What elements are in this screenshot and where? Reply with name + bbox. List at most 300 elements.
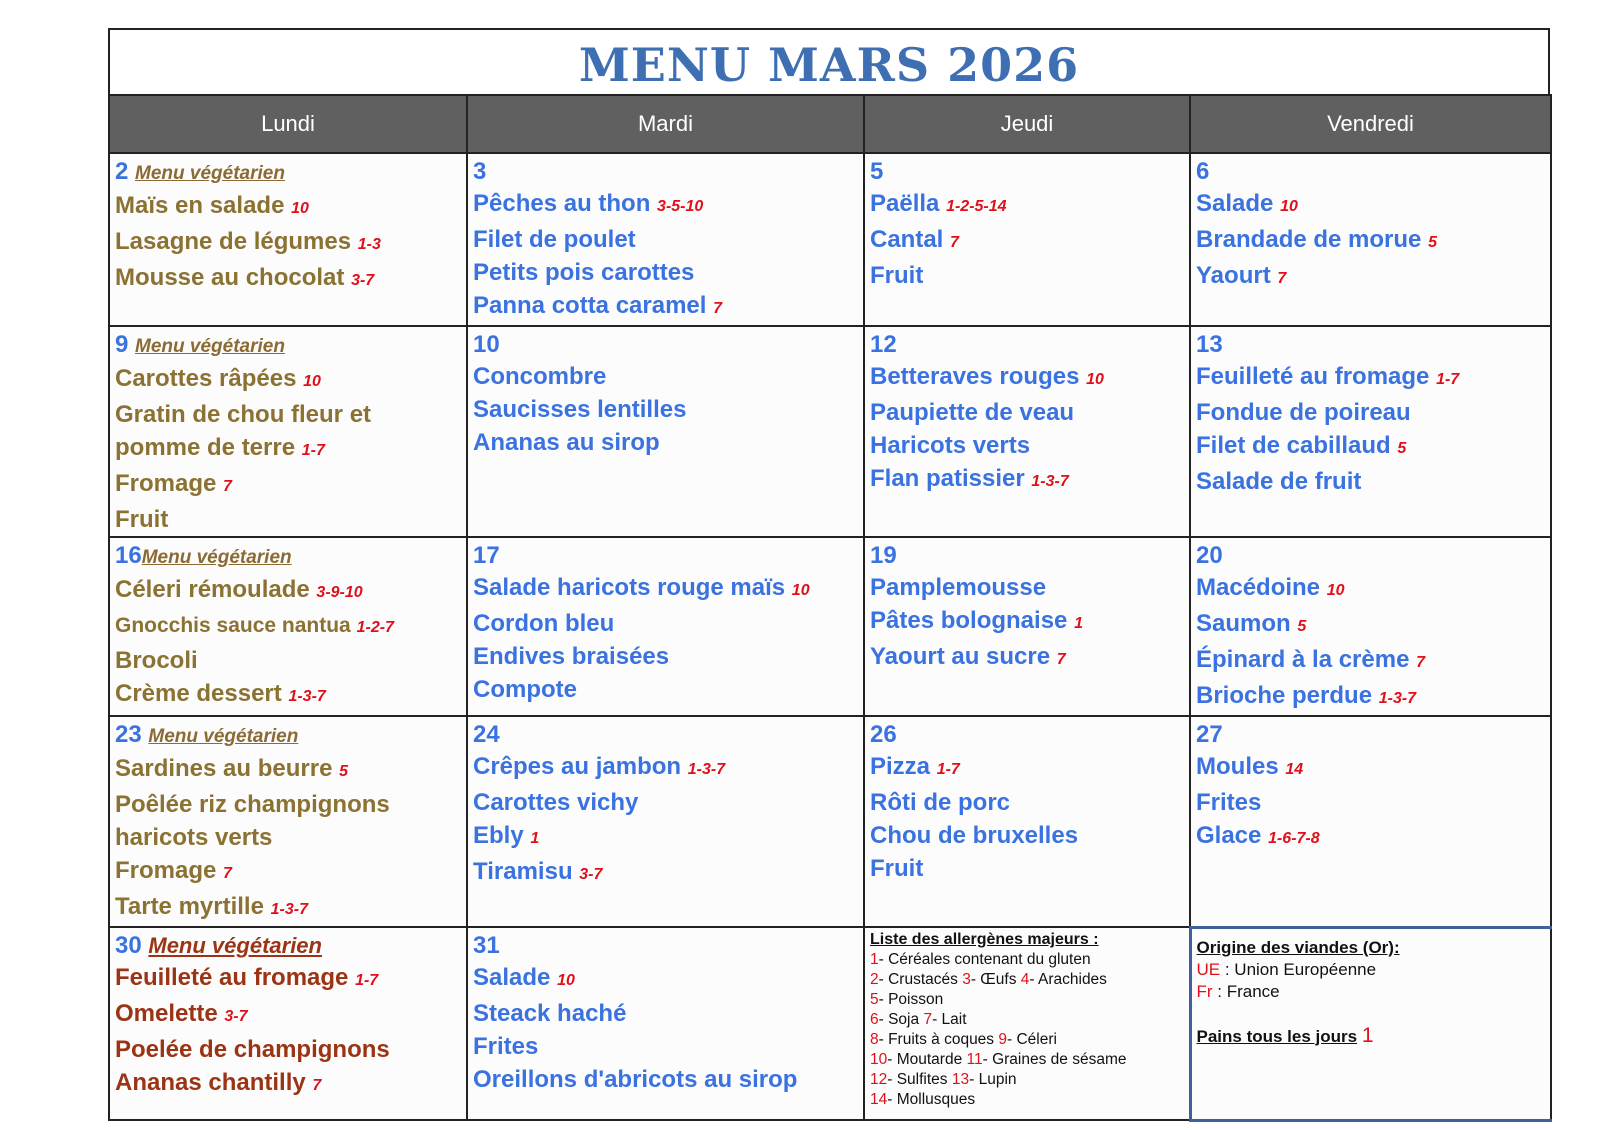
dish-line (473, 360, 857, 393)
dish-line (115, 788, 460, 821)
dish-line (115, 362, 460, 398)
day-number: 20 (1196, 542, 1223, 569)
dish-name: Frites (473, 1033, 539, 1060)
bread-label: Pains tous les jours (1196, 1026, 1358, 1046)
day-cell (1190, 537, 1551, 716)
allergen-legend-line (870, 1030, 1183, 1050)
dish-line (115, 431, 460, 467)
dish-name: Cordon bleu (473, 610, 615, 637)
dish-line (473, 393, 857, 426)
day-header (870, 540, 1183, 571)
dish-name: Crème dessert (115, 680, 282, 707)
dish-line (115, 1066, 460, 1102)
dish-line (473, 640, 857, 673)
day-header (473, 930, 857, 961)
allergen-codes: 10 (1326, 582, 1345, 599)
dish-line (870, 429, 1183, 462)
allergen-number: 1 (870, 951, 879, 968)
dish-name: Brocoli (115, 647, 198, 674)
dish-line (115, 189, 460, 225)
dish-line (870, 750, 1183, 786)
dish-name: Ebly (473, 822, 524, 849)
dish-line (473, 855, 857, 891)
dish-line (115, 752, 460, 788)
day-header (115, 930, 460, 961)
dish-name: Pêches au thon (473, 190, 651, 217)
dish-name: Salade haricots rouge maïs (473, 574, 786, 601)
day-number: 19 (870, 542, 897, 569)
dish-name: Fruit (115, 506, 169, 533)
allergen-number: 9 (998, 1031, 1007, 1048)
allergen-codes: 3-7 (579, 866, 603, 883)
dish-line (1196, 429, 1544, 465)
dish-line (1196, 259, 1544, 295)
day-header (473, 329, 857, 360)
allergen-codes: 7 (1056, 651, 1066, 668)
allergen-legend-cell (864, 927, 1190, 1120)
allergen-name: - Moutarde (887, 1051, 967, 1068)
day-header (870, 156, 1183, 187)
allergen-codes: 1-7 (355, 972, 379, 989)
week-row (109, 927, 1551, 1120)
dish-name: Fruit (870, 855, 924, 882)
day-header (1196, 719, 1544, 750)
dish-name: Omelette (115, 1000, 218, 1027)
day-cell (467, 153, 864, 326)
dish-name: Chou de bruxelles (870, 822, 1079, 849)
allergen-number: 5 (870, 991, 879, 1008)
allergen-codes: 1-3-7 (1031, 473, 1069, 490)
dish-line (115, 890, 460, 926)
dish-name: pomme de terre (115, 434, 296, 461)
dish-name: Céleri rémoulade (115, 576, 310, 603)
allergen-name: - Sulfites (887, 1071, 952, 1088)
allergen-legend-line (870, 990, 1183, 1010)
dish-name: Panna cotta caramel (473, 292, 707, 319)
allergen-codes: 1-7 (1436, 371, 1460, 388)
dish-line (473, 673, 857, 706)
vegetarian-label: Menu végétarien (141, 547, 292, 568)
day-header (473, 719, 857, 750)
page-title: MENU MARS 2026 (578, 38, 1080, 92)
dish-line (473, 187, 857, 223)
allergen-codes: 1-2-7 (356, 619, 394, 636)
dish-name: Carottes vichy (473, 789, 639, 816)
day-cell (467, 537, 864, 716)
dish-name: Brioche perdue (1196, 682, 1373, 709)
allergen-number: 7 (923, 1011, 933, 1028)
day-cell (864, 537, 1190, 716)
allergen-legend-line (870, 1050, 1183, 1070)
dish-name: Filet de cabillaud (1196, 432, 1391, 459)
dish-name: Pâtes bolognaise (870, 607, 1068, 634)
day-cell (1190, 326, 1551, 537)
dish-name: Saucisses lentilles (473, 396, 687, 423)
week-row (109, 326, 1551, 537)
dish-line (473, 961, 857, 997)
dish-name: Salade (1196, 190, 1274, 217)
dish-line (1196, 750, 1544, 786)
day-number: 30 (115, 932, 142, 959)
allergen-codes: 1-3 (357, 236, 381, 253)
vegetarian-label: Menu végétarien (148, 726, 299, 747)
allergen-number: 14 (870, 1091, 888, 1108)
dish-line (870, 223, 1183, 259)
day-cell (864, 326, 1190, 537)
dish-line (1196, 360, 1544, 396)
vegetarian-label: Menu végétarien (135, 163, 285, 184)
dish-line (473, 997, 857, 1030)
dish-line (473, 1063, 857, 1096)
day-cell (1190, 153, 1551, 326)
dish-name: Paëlla (870, 190, 940, 217)
dish-line (1196, 607, 1544, 643)
dish-line (1196, 465, 1544, 498)
dish-line (473, 289, 857, 325)
dish-name: Yaourt au sucre (870, 643, 1051, 670)
dish-name: Poelée de champignons (115, 1036, 390, 1063)
dish-line (1196, 819, 1544, 855)
dish-name: Frites (1196, 789, 1262, 816)
dish-name: Yaourt (1196, 262, 1271, 289)
day-cell (109, 537, 467, 716)
week-row (109, 153, 1551, 326)
dish-name: Saumon (1196, 610, 1291, 637)
dish-line (870, 187, 1183, 223)
allergen-codes: 10 (1086, 371, 1104, 388)
allergen-number: 12 (870, 1071, 888, 1088)
allergen-codes: 7 (223, 478, 232, 495)
dish-name: Steack haché (473, 1000, 627, 1027)
day-cell (109, 153, 467, 326)
allergen-name: - Céréales contenant du gluten (878, 951, 1091, 968)
dish-name: Ananas au sirop (473, 429, 660, 456)
allergen-codes: 5 (1297, 618, 1307, 635)
day-number: 17 (473, 542, 500, 569)
allergen-codes: 5 (339, 763, 348, 780)
dish-name: Feuilleté au fromage (1196, 363, 1430, 390)
day-cell (109, 927, 467, 1120)
dish-line (870, 259, 1183, 292)
allergen-name: - Mollusques (887, 1091, 976, 1108)
allergen-number: 11 (966, 1051, 983, 1068)
dish-name: Compote (473, 676, 577, 703)
dish-name: Pamplemousse (870, 574, 1047, 601)
dish-line (473, 819, 857, 855)
allergen-name: - Lupin (969, 1071, 1017, 1088)
dish-line (473, 607, 857, 640)
dish-name: Fromage (115, 857, 217, 884)
menu-sheet (108, 28, 1550, 1122)
origin-fr-text: : France (1212, 981, 1280, 1001)
day-number: 6 (1196, 158, 1210, 185)
allergen-name: - Poisson (878, 991, 944, 1008)
dish-line (115, 821, 460, 854)
day-cell (467, 326, 864, 537)
allergen-codes: 3-7 (351, 272, 375, 289)
day-header-mardi: Mardi (467, 95, 864, 153)
dish-name: Moules (1196, 753, 1279, 780)
allergen-codes: 14 (1285, 761, 1304, 778)
allergen-name: - Lait (932, 1011, 967, 1028)
dish-line (870, 571, 1183, 604)
allergen-legend-line (870, 1010, 1183, 1030)
dish-name: Gratin de chou fleur et (115, 401, 372, 428)
allergen-number: 4 (1020, 971, 1030, 988)
day-header (1196, 540, 1544, 571)
dish-line (115, 609, 460, 644)
dish-name: Glace (1196, 822, 1262, 849)
allergen-name: - Œufs (970, 971, 1021, 988)
dish-name: Rôti de porc (870, 789, 1011, 816)
dish-name: Petits pois carottes (473, 259, 695, 286)
allergen-codes: 3-5-10 (657, 198, 704, 215)
bread-line (1197, 1025, 1545, 1048)
dish-name: Poêlée riz champignons (115, 791, 390, 818)
week-row (109, 537, 1551, 716)
allergen-legend (870, 930, 1183, 1110)
dish-name: Flan patissier (870, 465, 1025, 492)
day-header-lundi: Lundi (109, 95, 467, 153)
day-header (115, 156, 460, 189)
allergen-legend-line (870, 1070, 1183, 1090)
day-cell (864, 716, 1190, 927)
day-number: 2 (115, 158, 129, 185)
dish-name: Endives braisées (473, 643, 670, 670)
allergen-name: - Soja (878, 1011, 924, 1028)
dish-name: Crêpes au jambon (473, 753, 682, 780)
dish-name: Salade (473, 964, 551, 991)
day-cell (467, 927, 864, 1120)
day-number: 27 (1196, 721, 1223, 748)
allergen-codes: 10 (1280, 198, 1298, 215)
dish-name: Fruit (870, 262, 924, 289)
dish-line (1196, 786, 1544, 819)
day-number: 3 (473, 158, 487, 185)
dish-name: Carottes râpées (115, 365, 297, 392)
dish-line (473, 750, 857, 786)
dish-line (870, 786, 1183, 819)
dish-name: Épinard à la crème (1196, 646, 1410, 673)
dish-name: Betteraves rouges (870, 363, 1080, 390)
origin-ue-code: UE (1196, 959, 1221, 979)
dish-line (115, 261, 460, 297)
dish-line (473, 786, 857, 819)
dish-line (115, 573, 460, 609)
origin-fr-code: Fr (1196, 981, 1213, 1001)
dish-line (1196, 187, 1544, 223)
allergen-number: 8 (870, 1031, 879, 1048)
allergen-number: 3 (962, 971, 971, 988)
dish-name: Ananas chantilly (115, 1069, 306, 1096)
meat-origin-title: Origine des viandes (Or): (1196, 937, 1400, 957)
allergen-legend-line (870, 1090, 1183, 1110)
dish-line (115, 467, 460, 503)
allergen-codes: 7 (1277, 270, 1287, 287)
dish-name: Macédoine (1196, 574, 1321, 601)
dish-line (115, 225, 460, 261)
dish-line (1196, 223, 1544, 259)
dish-line (473, 256, 857, 289)
day-header (115, 540, 460, 573)
allergen-codes: 5 (1397, 440, 1407, 457)
allergen-codes: 5 (1428, 234, 1437, 251)
dish-line (870, 852, 1183, 885)
allergen-codes: 3-9-10 (316, 584, 363, 601)
dish-name: Brandade de morue (1196, 226, 1422, 253)
day-number: 23 (115, 721, 142, 748)
allergen-name: - Graines de sésame (982, 1051, 1127, 1068)
origin-fr-line (1197, 981, 1545, 1003)
allergen-codes: 1 (530, 830, 540, 847)
day-number: 9 (115, 331, 129, 358)
origin-ue-line (1197, 959, 1545, 981)
dish-name: Tiramisu (473, 858, 573, 885)
week-row (109, 716, 1551, 927)
day-cell (864, 153, 1190, 326)
day-number: 10 (473, 331, 500, 358)
dish-name: Pizza (870, 753, 931, 780)
dish-line (870, 396, 1183, 429)
allergen-codes: 7 (223, 865, 232, 882)
day-header (1196, 329, 1544, 360)
allergen-legend-line (870, 950, 1183, 970)
allergen-codes: 1 (1074, 615, 1083, 632)
allergen-codes: 10 (791, 582, 810, 599)
allergen-number: 6 (870, 1011, 879, 1028)
day-header-row (109, 95, 1551, 153)
day-number: 13 (1196, 331, 1223, 358)
allergen-number: 10 (870, 1051, 888, 1068)
dish-line (115, 961, 460, 997)
day-number: 16 (115, 542, 142, 569)
day-header-jeudi: Jeudi (864, 95, 1190, 153)
allergen-number: 2 (870, 971, 879, 988)
day-cell (1190, 716, 1551, 927)
day-cell (109, 716, 467, 927)
dish-line (870, 819, 1183, 852)
dish-name: Concombre (473, 363, 607, 390)
day-number: 31 (473, 932, 500, 959)
dish-line (115, 854, 460, 890)
allergen-codes: 7 (713, 300, 723, 317)
day-number: 24 (473, 721, 500, 748)
dish-name: Sardines au beurre (115, 755, 333, 782)
dish-line (473, 571, 857, 607)
dish-name: Haricots verts (870, 432, 1031, 459)
allergen-codes: 7 (1416, 654, 1426, 671)
dish-line (1196, 643, 1544, 679)
allergen-codes: 10 (557, 972, 575, 989)
dish-name: Tarte myrtille (115, 893, 264, 920)
day-header (473, 156, 857, 187)
dish-name: Cantal (870, 226, 944, 253)
dish-line (473, 1030, 857, 1063)
allergen-codes: 1-3-7 (687, 761, 726, 778)
allergen-codes: 1-3-7 (270, 901, 308, 918)
dish-line (473, 426, 857, 459)
dish-line (115, 503, 460, 536)
allergen-codes: 1-3-7 (1378, 690, 1417, 707)
allergen-name: - Arachides (1029, 971, 1107, 988)
dish-name: Paupiette de veau (870, 399, 1075, 426)
allergen-codes: 7 (312, 1077, 322, 1094)
dish-name: Feuilleté au fromage (115, 964, 349, 991)
dish-line (473, 223, 857, 256)
vegetarian-label: Menu végétarien (148, 933, 322, 958)
allergen-codes: 10 (303, 373, 321, 390)
allergen-name: - Céleri (1007, 1031, 1057, 1048)
dish-line (1196, 396, 1544, 429)
title-bar (108, 28, 1550, 94)
allergen-codes: 3-7 (224, 1008, 248, 1025)
day-header (115, 719, 460, 752)
dish-name: Lasagne de légumes (115, 228, 352, 255)
meat-origin-box (1197, 931, 1545, 1048)
dish-line (870, 604, 1183, 640)
day-cell (109, 326, 467, 537)
meat-origin-cell (1190, 927, 1551, 1120)
dish-line (1196, 679, 1544, 715)
allergen-codes: 1-2-5-14 (946, 198, 1007, 215)
dish-line (115, 644, 460, 677)
dish-line (115, 398, 460, 431)
day-header-vendredi: Vendredi (1190, 95, 1551, 153)
allergen-number: 13 (951, 1071, 970, 1088)
day-header (870, 719, 1183, 750)
menu-body (109, 153, 1551, 1120)
allergen-name: - Crustacés (878, 971, 963, 988)
allergen-codes: 1-6-7-8 (1268, 830, 1320, 847)
day-header (473, 540, 857, 571)
day-number: 5 (870, 158, 884, 185)
dish-line (115, 1033, 460, 1066)
allergen-codes: 10 (291, 200, 309, 217)
day-header (115, 329, 460, 362)
dish-name: Filet de poulet (473, 226, 636, 253)
dish-name: Oreillons d'abricots au sirop (473, 1066, 798, 1093)
dish-line (115, 677, 460, 713)
day-number: 26 (870, 721, 897, 748)
dish-name: Mousse au chocolat (115, 264, 345, 291)
allergen-codes: 7 (950, 234, 959, 251)
day-header (1196, 156, 1544, 187)
menu-table (108, 94, 1552, 1122)
origin-ue-text: : Union Européenne (1220, 959, 1377, 979)
dish-name: Salade de fruit (1196, 468, 1362, 495)
day-header (870, 329, 1183, 360)
allergen-legend-line (870, 970, 1183, 990)
allergen-codes: 1-7 (301, 442, 325, 459)
dish-name: Maïs en salade (115, 192, 285, 219)
dish-line (1196, 571, 1544, 607)
vegetarian-label: Menu végétarien (135, 336, 285, 357)
allergen-legend-title: Liste des allergènes majeurs : (870, 931, 1099, 948)
dish-line (870, 462, 1183, 498)
dish-line (870, 360, 1183, 396)
dish-name: Fromage (115, 470, 217, 497)
bread-allergen: 1 (1361, 1023, 1374, 1047)
allergen-name: - Fruits à coques (878, 1031, 999, 1048)
allergen-codes: 1-7 (936, 761, 960, 778)
day-number: 12 (870, 331, 897, 358)
day-cell (467, 716, 864, 927)
dish-name: Fondue de poireau (1196, 399, 1411, 426)
dish-line (115, 997, 460, 1033)
dish-name: Gnocchis sauce nantua (115, 614, 351, 637)
allergen-codes: 1-3-7 (288, 688, 326, 705)
dish-line (870, 640, 1183, 676)
